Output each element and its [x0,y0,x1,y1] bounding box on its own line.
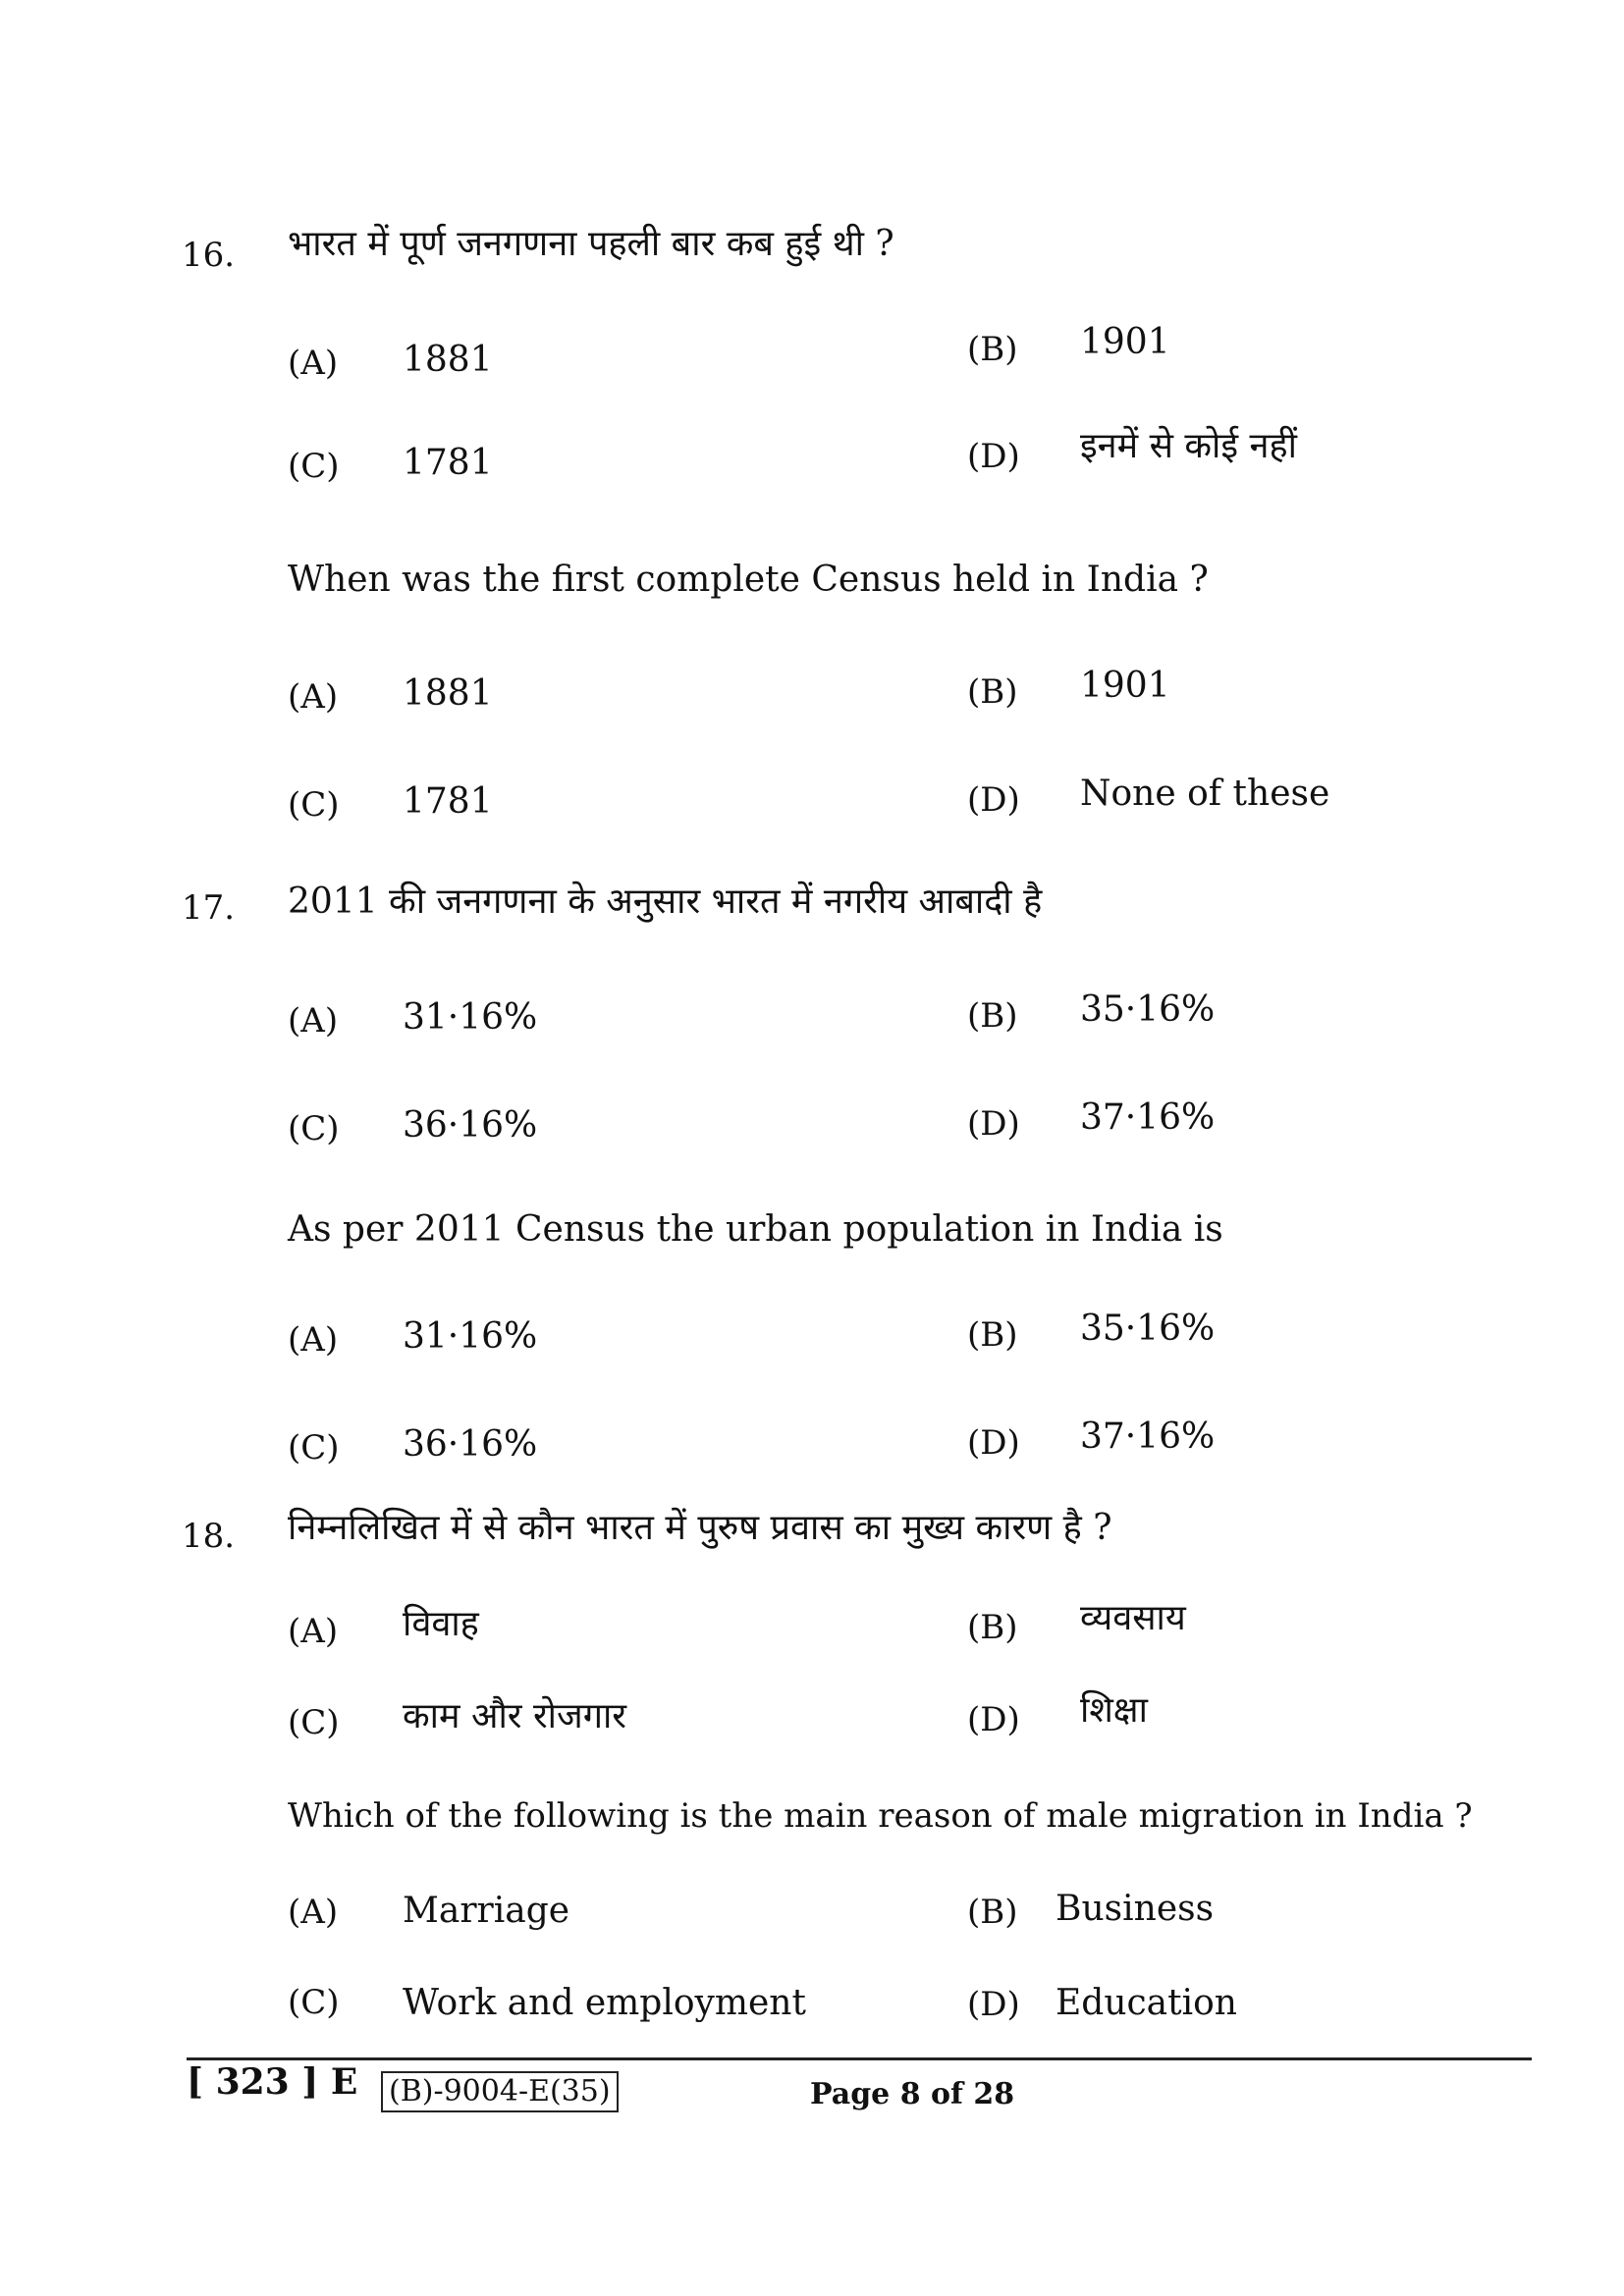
q17-en-option-d-label: (D) [967,1423,1020,1463]
question-18-hindi: निम्नलिखित में से कौन भारत में पुरुष प्रवास का मुख्य कारण है ? [288,1508,1112,1548]
q18-en-option-a: Marriage [403,1891,570,1931]
question-16-english: When was the first complete Census held in India ? [288,560,1209,600]
q17-hi-option-b: 35·16% [1080,989,1216,1030]
question-number-16: 16. [182,236,236,275]
q17-en-option-c-label: (C) [288,1428,340,1468]
q17-en-option-a: 31·16% [403,1316,538,1357]
booklet-code-box: (B)-9004-E(35) [381,2071,619,2112]
q18-hi-option-b-label: (B) [967,1608,1018,1647]
q16-en-option-b: 1901 [1080,666,1170,706]
q17-en-option-c: 36·16% [403,1424,538,1465]
q18-hi-option-b: व्यवसाय [1080,1598,1186,1638]
q16-hi-option-c-label: (C) [288,447,340,486]
question-number-18: 18. [182,1517,236,1556]
q18-hi-option-a-label: (A) [288,1612,339,1651]
q17-en-option-d: 37·16% [1080,1416,1216,1457]
question-16-hindi: भारत में पूर्ण जनगणना पहली बार कब हुई थी ? [288,224,894,264]
q16-en-option-d: None of these [1080,774,1330,814]
question-17-english: As per 2011 Census the urban population in India is [288,1209,1223,1250]
q17-hi-option-d: 37·16% [1080,1097,1216,1138]
q17-hi-option-a: 31·16% [403,997,538,1038]
q16-en-option-b-label: (B) [967,672,1018,712]
q17-hi-option-d-label: (D) [967,1104,1020,1144]
q18-en-option-d: Education [1056,1983,1237,2023]
q16-hi-option-a-label: (A) [288,344,339,383]
q18-hi-option-c: काम और रोजगार [403,1696,627,1736]
q18-en-option-b-label: (B) [967,1893,1018,1932]
q16-en-option-a-label: (A) [288,677,339,717]
q16-hi-option-c: 1781 [403,443,493,483]
q17-en-option-b-label: (B) [967,1315,1018,1355]
q17-hi-option-a-label: (A) [288,1001,339,1041]
question-17-hindi: 2011 की जनगणना के अनुसार भारत में नगरीय आबादी है [288,881,1043,922]
q16-en-option-a: 1881 [403,673,493,714]
q18-en-option-b: Business [1056,1889,1215,1929]
question-number-17: 17. [182,888,236,928]
q17-en-option-b: 35·16% [1080,1308,1216,1349]
q17-hi-option-b-label: (B) [967,996,1018,1036]
q17-hi-option-c-label: (C) [288,1109,340,1148]
q18-en-option-c: Work and employment [403,1983,806,2023]
q16-hi-option-b-label: (B) [967,330,1018,369]
q18-en-option-d-label: (D) [967,1985,1020,2024]
q18-en-option-c-label: (C) [288,1983,340,2022]
q17-hi-option-c: 36·16% [403,1105,538,1146]
q17-en-option-a-label: (A) [288,1320,339,1360]
q18-en-option-a-label: (A) [288,1893,339,1932]
q18-hi-option-d-label: (D) [967,1700,1020,1739]
footer-rule [187,2057,1532,2060]
q18-hi-option-c-label: (C) [288,1703,340,1742]
q18-hi-option-a: विवाह [403,1604,479,1644]
paper-code: [ 323 ] E [187,2061,358,2103]
q18-hi-option-d: शिक्षा [1080,1690,1148,1731]
q16-hi-option-d-label: (D) [967,437,1020,476]
q16-en-option-c-label: (C) [288,785,340,825]
page-number: Page 8 of 28 [810,2077,1015,2111]
q16-hi-option-b: 1901 [1080,322,1170,362]
q16-hi-option-d: इनमें से कोई नहीं [1080,426,1297,466]
q16-hi-option-a: 1881 [403,340,493,380]
question-18-english: Which of the following is the main reason of male migration in India ? [288,1796,1473,1836]
q16-en-option-c: 1781 [403,781,493,822]
q16-en-option-d-label: (D) [967,780,1020,820]
